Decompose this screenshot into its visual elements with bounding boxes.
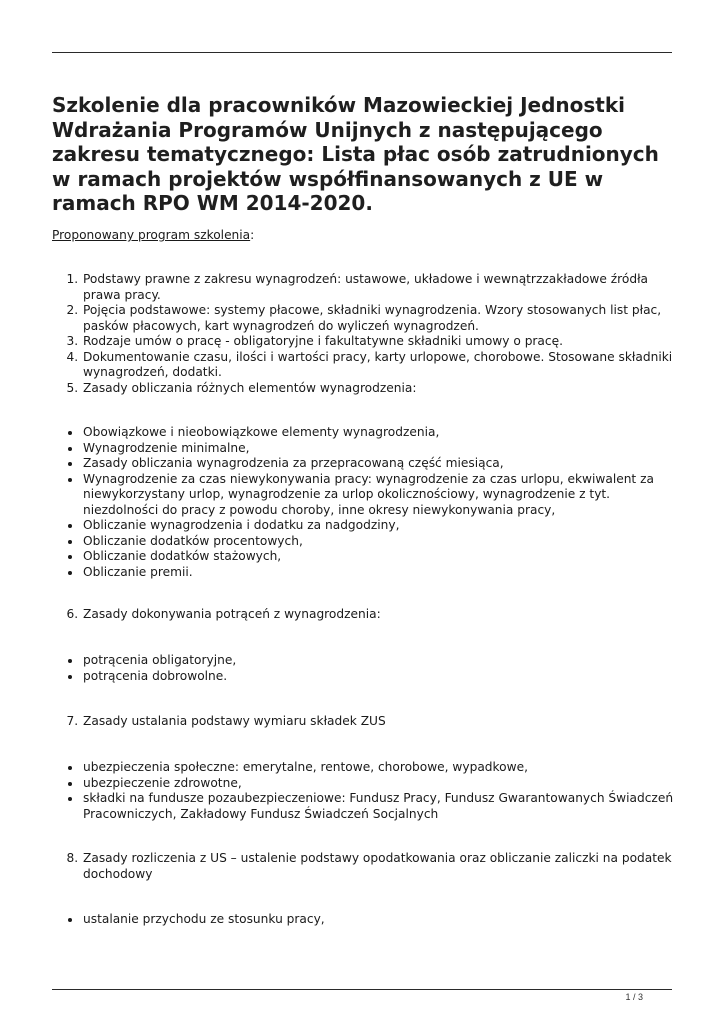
program-list-1-5 xyxy=(52,272,682,396)
footer-rule xyxy=(52,989,672,990)
program-item-6 xyxy=(52,607,682,623)
list-item: • Obliczanie dodatków stażowych, xyxy=(82,549,682,565)
list-item: • Zasady obliczania wynagrodzenia za przepracowaną część miesiąca, xyxy=(82,456,682,472)
list-item: • Obliczanie wynagrodzenia i dodatku za nadgodziny, xyxy=(82,518,682,534)
document-title: Szkolenie dla pracowników Mazowieckiej Jednostki Wdrażania Programów Unijnych z następującego zakresu tematycznego: Lista płac osób zatrudnionych w ramach projektów współfinansowanych z UE w ramach RPO WM 2014-2020. xyxy=(52,93,659,215)
bullet-list-item-8 xyxy=(52,912,682,928)
list-item: • składki na fundusze pozaubezpieczeniowe: Fundusz Pracy, Fundusz Gwarantowanych Świadczeń Pracowniczych, Zakładowy Fundusz Świadczeń Socjalnych xyxy=(82,791,682,822)
program-intro xyxy=(52,228,254,244)
bullet-list-item-6 xyxy=(52,653,682,684)
list-item: • Obliczanie dodatków procentowych, xyxy=(82,534,682,550)
list-item: • potrącenia obligatoryjne, xyxy=(82,653,682,669)
program-intro-colon: : xyxy=(250,228,255,242)
program-item-7 xyxy=(52,714,682,730)
program-intro-label: Proponowany program szkolenia xyxy=(52,228,251,242)
list-item: 6. Zasady dokonywania potrąceń z wynagrodzenia: xyxy=(82,607,682,623)
bullet-list-item-7 xyxy=(52,760,682,822)
bullet-list-item-5 xyxy=(52,425,682,580)
list-item: 2. Pojęcia podstawowe: systemy płacowe, składniki wynagrodzenia. Wzory stosowanych list płac, pasków płacowych, kart wynagrodzeń do wyliczeń wynagrodzeń. xyxy=(82,303,682,334)
page-number: 1 / 3 xyxy=(625,992,643,1002)
list-item: 3. Rodzaje umów o pracę - obligatoryjne i fakultatywne składniki umowy o pracę. xyxy=(82,334,682,350)
list-item: 7. Zasady ustalania podstawy wymiaru składek ZUS xyxy=(82,714,682,730)
list-item: • ubezpieczenie zdrowotne, xyxy=(82,776,682,792)
list-item: • Wynagrodzenie minimalne, xyxy=(82,441,682,457)
list-item: 5. Zasady obliczania różnych elementów wynagrodzenia: xyxy=(82,381,682,397)
list-item: 8. Zasady rozliczenia z US – ustalenie podstawy opodatkowania oraz obliczanie zaliczki na podatek dochodowy xyxy=(82,851,682,882)
list-item: • Wynagrodzenie za czas niewykonywania pracy: wynagrodzenie za czas urlopu, ekwiwalent za niewykorzystany urlop, wynagrodzenie za urlop okolicznościowy, wynagrodzenie z tyt. niezdolności do pracy z powodu choroby, inne okresy niewykonywania pracy, xyxy=(82,472,682,519)
program-item-8 xyxy=(52,851,682,882)
list-item: 1. Podstawy prawne z zakresu wynagrodzeń: ustawowe, układowe i wewnątrzzakładowe źródła prawa pracy. xyxy=(82,272,682,303)
list-item: 4. Dokumentowanie czasu, ilości i wartości pracy, karty urlopowe, chorobowe. Stosowane składniki wynagrodzeń, dodatki. xyxy=(82,350,682,381)
list-item: • potrącenia dobrowolne. xyxy=(82,669,682,685)
list-item: • ubezpieczenia społeczne: emerytalne, rentowe, chorobowe, wypadkowe, xyxy=(82,760,682,776)
list-item: • Obowiązkowe i nieobowiązkowe elementy wynagrodzenia, xyxy=(82,425,682,441)
header-rule xyxy=(52,52,672,53)
list-item: • ustalanie przychodu ze stosunku pracy, xyxy=(82,912,682,928)
list-item: • Obliczanie premii. xyxy=(82,565,682,581)
